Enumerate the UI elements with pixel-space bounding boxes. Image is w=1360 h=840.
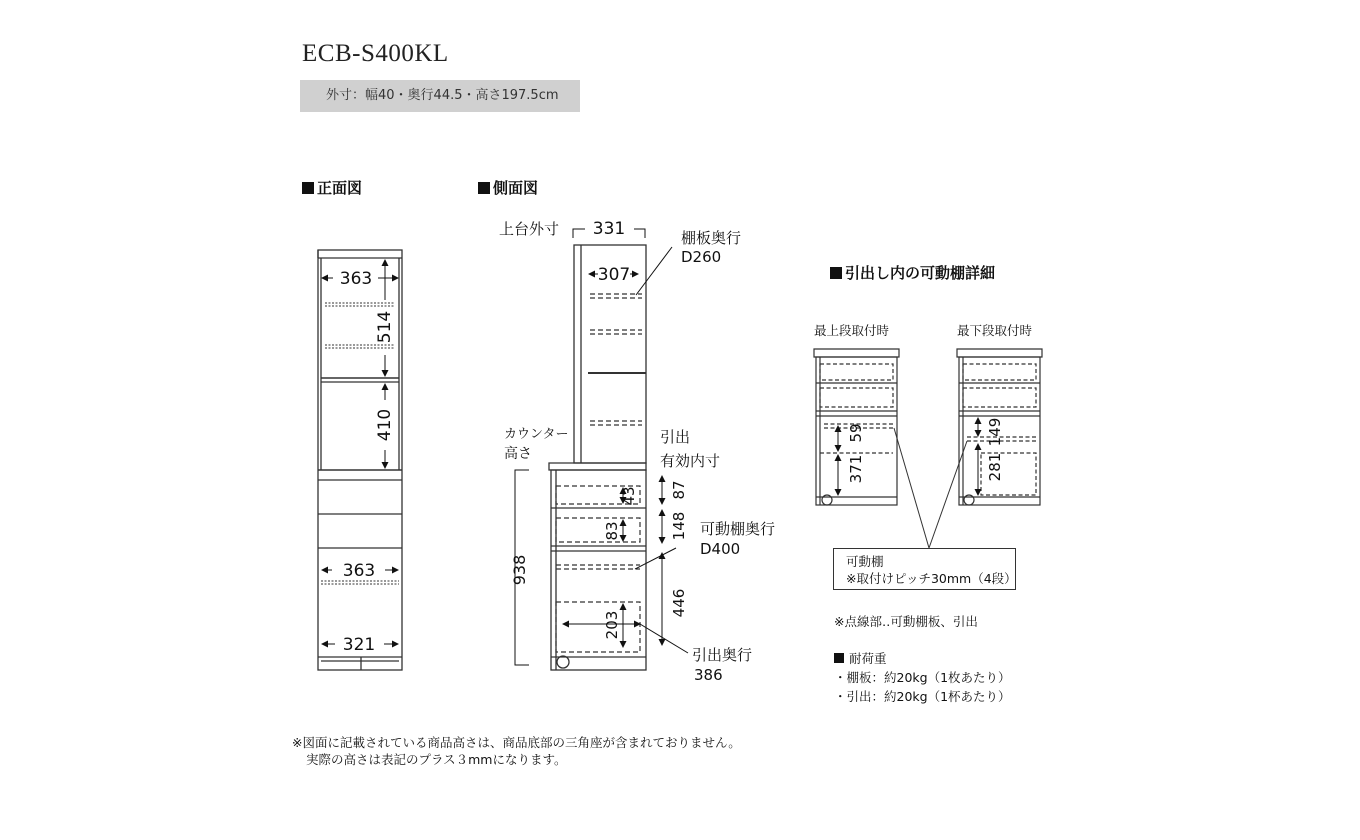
detail-leaders bbox=[894, 428, 967, 548]
load-notes bbox=[834, 649, 1011, 706]
detail-top-a: 59 bbox=[847, 423, 865, 443]
drawer-depth-label: 引出奥行 bbox=[692, 646, 753, 664]
drawer3-inner: 203 bbox=[603, 610, 621, 640]
detail-top-caption: 最上段取付時 bbox=[814, 323, 890, 338]
front-height-upper: 514 bbox=[375, 310, 395, 344]
detail-bottom-b: 281 bbox=[986, 452, 1004, 482]
shelf-depth-label: 棚板奥行 bbox=[681, 229, 742, 247]
footer-note bbox=[292, 734, 741, 768]
note-box-line1: 可動棚 bbox=[846, 554, 884, 569]
movable-shelf-value: D400 bbox=[700, 540, 741, 558]
detail-top-b: 371 bbox=[847, 454, 865, 484]
side-dotted bbox=[556, 294, 642, 652]
square-bullet-icon bbox=[834, 653, 844, 663]
front-width-bottom: 321 bbox=[342, 635, 376, 655]
side-view bbox=[549, 245, 646, 670]
counter-height: 938 bbox=[510, 554, 529, 586]
front-width-top: 363 bbox=[339, 269, 373, 289]
drawer1-inner: 43 bbox=[620, 486, 638, 506]
shelf-depth-value: D260 bbox=[681, 248, 722, 266]
dotted-drawer-2 bbox=[556, 518, 640, 542]
load-title: 耐荷重 bbox=[849, 651, 887, 666]
front-height-lower: 410 bbox=[375, 408, 395, 442]
side-counter-top bbox=[549, 463, 646, 470]
dotted-drawer-3 bbox=[556, 602, 640, 652]
counter-label-1: カウンター bbox=[504, 427, 569, 442]
load-drawer: ・引出：約20kg（1杯あたり） bbox=[834, 689, 1011, 704]
dimensions-badge: 外寸：幅40・奥行44.5・高さ197.5cm bbox=[300, 80, 580, 112]
top-outer-label: 上台外寸 bbox=[499, 220, 560, 238]
footer-line1: ※図面に記載されている商品高さは、商品底部の三角座が含まれておりません。 bbox=[292, 735, 741, 750]
movable-shelf-label: 可動棚奥行 bbox=[700, 520, 776, 538]
section-detail-label: 引出し内の可動棚詳細 bbox=[845, 264, 996, 282]
model-title: ECB-S400KL bbox=[302, 40, 449, 67]
detail-bottom-a: 149 bbox=[986, 417, 1004, 447]
drawer1-height: 87 bbox=[670, 480, 688, 500]
top-outer-value: 331 bbox=[592, 219, 626, 239]
footer-line2: 実際の高さは表記のプラス３mmになります。 bbox=[306, 752, 567, 767]
drawer-inner-label-2: 有効内寸 bbox=[660, 452, 721, 470]
section-side-label: 側面図 bbox=[493, 179, 539, 197]
dotted-note: ※点線部‥可動棚板、引出 bbox=[834, 614, 978, 629]
note-box-line2: ※取付けピッチ30mm（4段） bbox=[846, 571, 1017, 586]
load-title-row bbox=[834, 649, 1011, 668]
drawer-depth-value: 386 bbox=[694, 666, 723, 684]
front-width-mid: 363 bbox=[342, 561, 376, 581]
load-shelf: ・棚板：約20kg（1枚あたり） bbox=[834, 670, 1011, 685]
detail-bottom-caption: 最下段取付時 bbox=[957, 323, 1033, 338]
drawer3-height: 446 bbox=[670, 588, 688, 618]
movable-shelf-note-box bbox=[833, 548, 1016, 590]
side-inner-depth: 307 bbox=[597, 265, 631, 285]
caster-wheel bbox=[557, 656, 569, 668]
counter-label-2: 高さ bbox=[504, 446, 532, 462]
drawer-inner-label-1: 引出 bbox=[660, 428, 691, 446]
drawer2-inner: 83 bbox=[603, 521, 621, 541]
section-front-label: 正面図 bbox=[317, 179, 363, 197]
drawer2-height: 148 bbox=[670, 511, 688, 541]
